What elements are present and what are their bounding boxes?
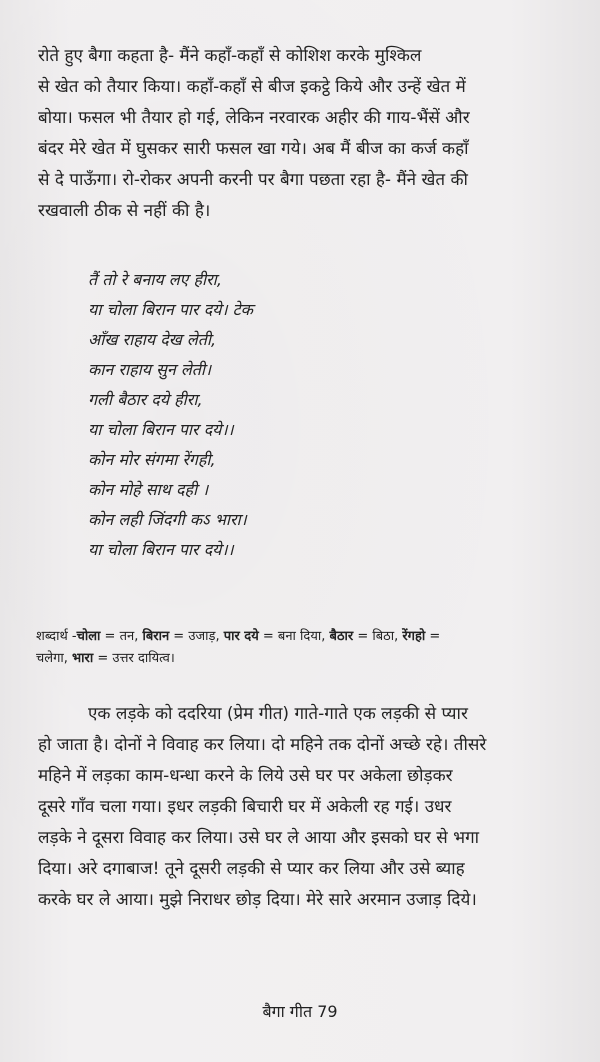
glossary-meaning: उजाड़	[188, 629, 216, 644]
glossary-term: भारा	[72, 651, 94, 666]
text-line: दिया। अरे दगाबाज! तूने दूसरी लड़की से प्यार कर लिया और उसे ब्याह	[38, 859, 465, 879]
paragraph-1	[38, 41, 558, 227]
text-line: हो जाता है। दोनों ने विवाह कर लिया। दो महिने तक दोनों अच्छे रहे। तीसरे	[38, 735, 487, 755]
glossary-term: रेंगहो	[402, 629, 426, 644]
page-footer	[0, 1000, 600, 1024]
glossary-heading: शब्दार्थ -	[36, 629, 77, 644]
running-title: बैगा गीत	[262, 1002, 313, 1021]
text-line: रखवाली ठीक से नहीं की है।	[38, 201, 211, 221]
glossary-meaning: बना दिया	[277, 629, 322, 644]
verse-line: कोन मोर संगमा रेंगही,	[88, 450, 216, 469]
text-line: लड़के ने दूसरा विवाह कर लिया। उसे घर ले आया और इसको घर से भगा	[38, 828, 480, 848]
text-line: रोते हुए बैगा कहता है- मैंने कहाँ-कहाँ से कोशिश करके मुश्किल	[38, 46, 422, 66]
glossary-line: शब्दार्थ -चोला = तन, बिरान = उजाड़, पार दये = बना दिया, बैठार = बिठा, रेंगहो =	[36, 629, 441, 644]
text-line: दूसरे गाँव चला गया। इधर लड़की बिचारी घर में अकेली रह गई। उधर	[38, 797, 452, 817]
glossary-meaning: बिठा	[372, 629, 395, 644]
glossary-term: बिरान	[142, 629, 170, 644]
verse-line: गली बैठार दये हीरा,	[88, 390, 203, 409]
text-line: से दे पाऊँगा। रो-रोकर अपनी करनी पर बैगा पछता रहा है- मैंने खेत की	[38, 170, 468, 190]
glossary-term: पार दये	[223, 629, 259, 644]
paragraph-2	[38, 699, 558, 916]
verse-line: कोन मोहे साथ दही ।	[88, 480, 209, 499]
text-line: बंदर मेरे खेत में घुसकर सारी फसल खा गये। अब मैं बीज का कर्ज कहाँ	[38, 139, 469, 159]
song-verse	[88, 265, 253, 565]
glossary-meaning: उत्तर दायित्व।	[112, 651, 175, 666]
verse-line: या चोला बिरान पार दये। टेक	[88, 300, 253, 319]
glossary-meaning: तन	[119, 629, 135, 644]
glossary-term: बैठार	[329, 629, 354, 644]
page-number: 79	[317, 1002, 338, 1021]
verse-line: या चोला बिरान पार दये।।	[88, 540, 234, 559]
glossary-term: चोला	[76, 629, 101, 644]
verse-line: या चोला बिरान पार दये।।	[88, 420, 234, 439]
verse-line: आँख राहाय देख लेती,	[88, 330, 217, 349]
glossary	[36, 626, 564, 670]
glossary-meaning: चलेगा	[36, 651, 64, 666]
text-line: बोया। फसल भी तैयार हो गई, लेकिन नरवारक अहीर की गाय-भैंसें और	[38, 108, 470, 128]
verse-line: कोन लही जिंदगी कऽ भारा।	[88, 510, 247, 529]
text-line: महिने में लड़का काम-धन्धा करने के लिये उसे घर पर अकेला छोड़कर	[38, 766, 453, 786]
text-line: करके घर ले आया। मुझे निराधर छोड़ दिया। मेरे सारे अरमान उजाड़ दिये।	[38, 890, 477, 910]
text-line: से खेत को तैयार किया। कहाँ-कहाँ से बीज इकट्ठे किये और उन्हें खेत में	[38, 77, 466, 97]
verse-line: कान राहाय सुन लेती।	[88, 360, 212, 379]
verse-line: तैं तो रे बनाय लए हीरा,	[88, 270, 222, 289]
text-line: एक लड़के को ददरिया (प्रेम गीत) गाते-गाते एक लड़की से प्यार	[88, 704, 468, 724]
glossary-line: चलेगा, भारा = उत्तर दायित्व।	[36, 651, 175, 666]
